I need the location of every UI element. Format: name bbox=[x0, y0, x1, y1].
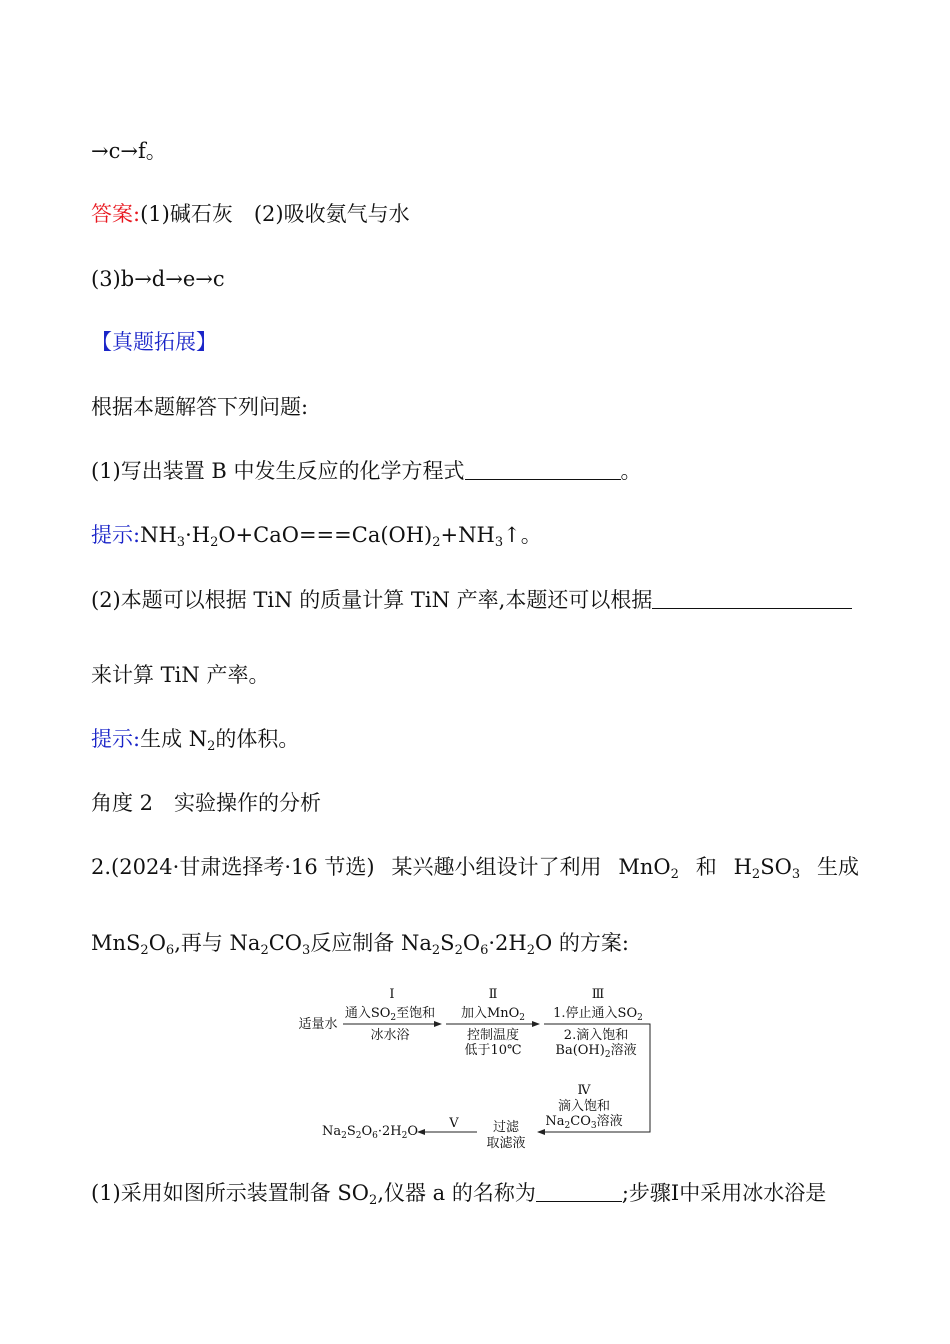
hint-2: 提示:生成 $N_2$的体积。 bbox=[91, 727, 300, 754]
step-4-line-1: 滴入饱和 bbox=[557, 1099, 611, 1114]
question-1-end: 。 bbox=[620, 459, 642, 483]
answer-blank-1[interactable] bbox=[465, 459, 621, 480]
question-3: (1)采用如图所示装置制备 $SO_2$,仪器 a 的名称为 ;步骤Ⅰ中采用冰水浴是 bbox=[91, 1181, 827, 1208]
question-3-text-c: ;步骤Ⅰ中采用冰水浴是 bbox=[621, 1181, 827, 1205]
angle-heading: 角度 2 实验操作的分析 bbox=[91, 791, 322, 815]
step-2-bottom-2: 低于10℃ bbox=[464, 1043, 522, 1058]
step-3-top: 1.停止通入$SO_2$ bbox=[553, 1006, 643, 1023]
question-1-text: (1)写出装置 B 中发生反应的化学方程式 bbox=[91, 459, 465, 483]
hint-1 bbox=[91, 521, 542, 549]
step-4-roman: Ⅳ bbox=[577, 1083, 591, 1098]
step-3-bottom-1: 2.滴入饱和 bbox=[563, 1028, 629, 1043]
hint-2-label: 提示: bbox=[91, 727, 141, 751]
hint-1-label: 提示: bbox=[91, 523, 141, 547]
formula-h2so3: $H_2SO_3$ bbox=[733, 855, 801, 882]
problem-text-a: 某兴趣小组设计了利用 bbox=[391, 855, 602, 879]
step-1-roman: Ⅰ bbox=[389, 987, 395, 1002]
answer-blank-2[interactable] bbox=[652, 588, 852, 609]
diagram-product: $Na_2S_2O_6\cdot 2H_2O$ bbox=[321, 1124, 419, 1141]
answer-line-2: (3)b→d→e→c bbox=[91, 267, 225, 291]
problem-line-1 bbox=[91, 853, 859, 881]
step-4-line-2: $Na_2CO_3$溶液 bbox=[545, 1114, 623, 1131]
continuation-line: →c→f。 bbox=[91, 139, 167, 163]
step-1-bottom: 冰水浴 bbox=[370, 1028, 410, 1043]
question-3-text-a: (1)采用如图所示装置制备 SO bbox=[91, 1181, 370, 1205]
formula-mno2: MnO$_2$ bbox=[618, 855, 679, 882]
question-2-text: (2)本题可以根据 TiN 的质量计算 TiN 产率,本题还可以根据 bbox=[91, 588, 653, 612]
problem-source: 2.(2024·甘肃选择考·16 节选) bbox=[91, 855, 375, 879]
question-1 bbox=[91, 457, 642, 485]
intro-text: 根据本题解答下列问题: bbox=[91, 395, 309, 419]
section-title: 【真题拓展】 bbox=[91, 330, 217, 354]
filter-line-2: 取滤液 bbox=[486, 1136, 526, 1151]
step-3-bottom-2: $Ba(OH)_2$溶液 bbox=[555, 1043, 637, 1060]
question-2-line-2: 来计算 TiN 产率。 bbox=[91, 663, 270, 687]
step-5-roman: Ⅴ bbox=[449, 1116, 459, 1131]
question-3-text-b: ,仪器 a 的名称为 bbox=[377, 1181, 536, 1205]
hint-1-formula: $NH_3\cdot H_2O+CaO===Ca(OH)_2+NH_3↑$。 bbox=[140, 523, 542, 550]
problem-line-2: $MnS_2O_6$,再与 $Na_2CO_3$反应制备 $Na_2S_2O_6\cdot 2H_2O$ 的方案: bbox=[91, 931, 629, 958]
step-2-roman: Ⅱ bbox=[488, 987, 498, 1002]
problem-text-b: 和 bbox=[695, 855, 717, 879]
filter-line-1: 过滤 bbox=[492, 1120, 520, 1135]
diagram-start: 适量水 bbox=[298, 1017, 338, 1032]
step-1-top: 通入$SO_2$至饱和 bbox=[344, 1006, 436, 1023]
question-2 bbox=[91, 586, 852, 614]
step-2-top: 加入MnO$_2$ bbox=[460, 1006, 526, 1023]
answer-line bbox=[91, 200, 410, 228]
step-2-bottom-1: 控制温度 bbox=[466, 1028, 520, 1043]
answer-blank-3[interactable] bbox=[536, 1181, 622, 1202]
answer-text: (1)碱石灰 (2)吸收氨气与水 bbox=[140, 202, 410, 226]
problem-text-c: 生成 bbox=[816, 855, 859, 879]
answer-label: 答案: bbox=[91, 202, 141, 226]
hint-2-text: 生成 N bbox=[140, 727, 208, 751]
step-3-roman: Ⅲ bbox=[591, 987, 605, 1002]
